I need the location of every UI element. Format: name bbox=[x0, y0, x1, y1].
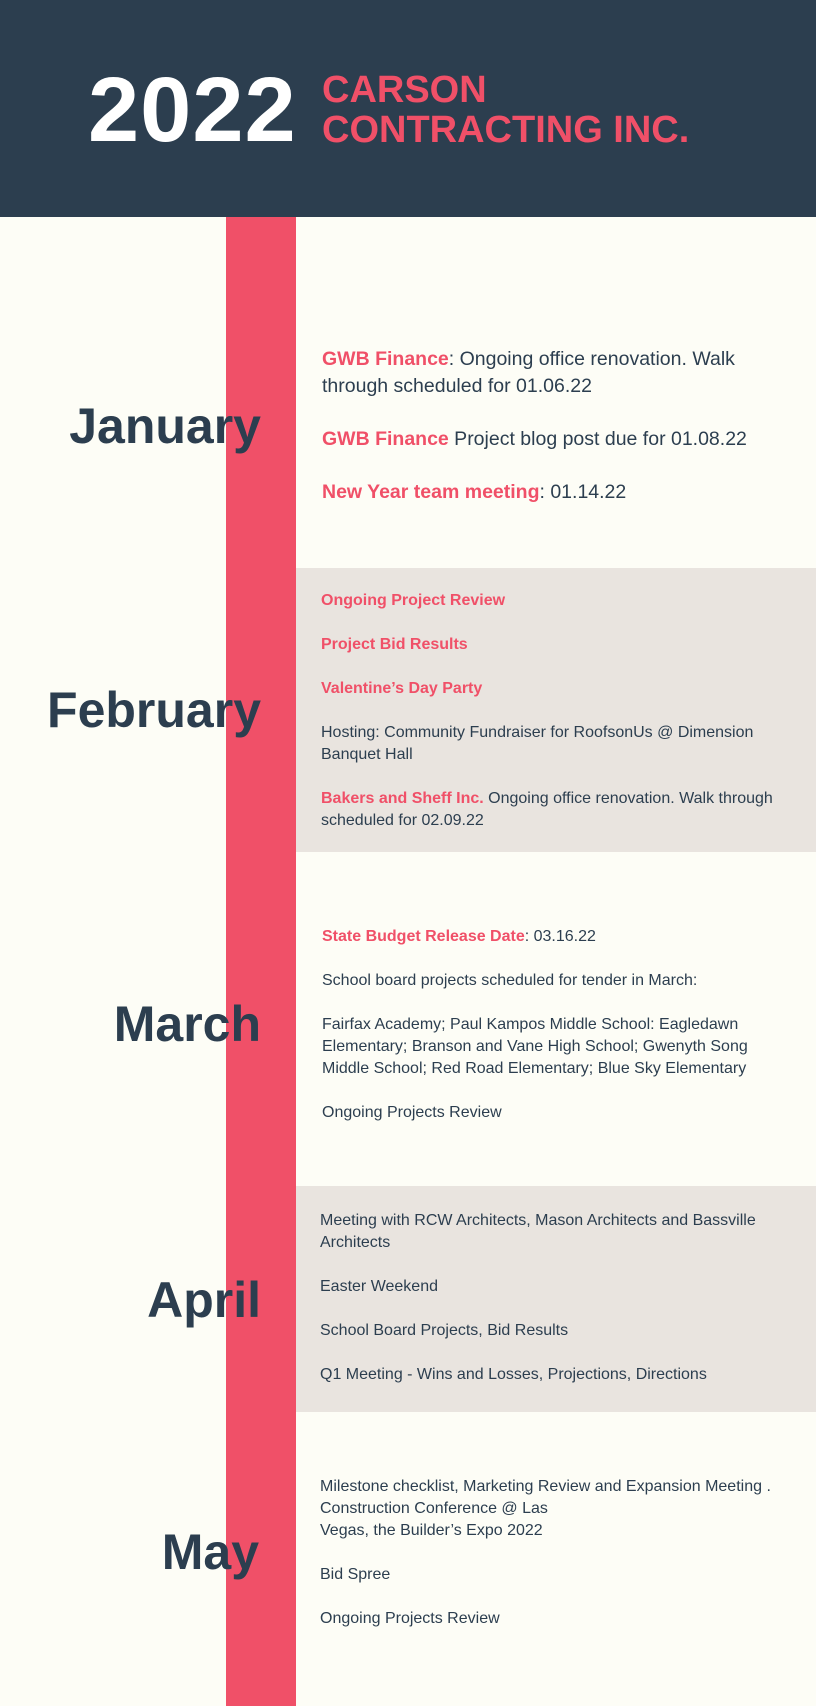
event bbox=[320, 1498, 565, 1542]
month-may: May bbox=[161, 1524, 259, 1580]
event bbox=[320, 1364, 800, 1386]
event-highlight: New Year team meeting bbox=[322, 481, 540, 503]
event-text: : 01.14.22 bbox=[539, 481, 627, 503]
event-text: Hosting: Community Fundraiser for RoofsonUs @ Dimension Banquet Hall bbox=[321, 724, 754, 763]
header-banner bbox=[0, 0, 816, 217]
month-april: April bbox=[147, 1272, 261, 1328]
event-text: School Board Projects, Bid Results bbox=[320, 1322, 569, 1339]
event bbox=[321, 634, 791, 656]
company-name-line-1: CARSON bbox=[322, 69, 487, 111]
event bbox=[322, 1102, 792, 1124]
event bbox=[321, 788, 791, 832]
event bbox=[322, 426, 762, 453]
event bbox=[320, 1210, 800, 1254]
event-highlight: Valentine’s Day Party bbox=[321, 680, 483, 697]
event bbox=[322, 1014, 792, 1080]
event bbox=[320, 1608, 800, 1630]
event bbox=[320, 1276, 800, 1298]
event-text: Bid Spree bbox=[320, 1566, 391, 1583]
april-events bbox=[320, 1210, 800, 1408]
event bbox=[320, 1564, 800, 1586]
event-text: : 03.16.22 bbox=[524, 928, 596, 945]
event-text: Easter Weekend bbox=[320, 1278, 438, 1295]
event-text: Q1 Meeting - Wins and Losses, Projections, Directions bbox=[320, 1366, 707, 1383]
event bbox=[320, 1476, 800, 1498]
event-text: Ongoing Projects Review bbox=[322, 1104, 502, 1121]
company-name bbox=[322, 70, 689, 150]
month-february: February bbox=[47, 682, 261, 738]
event bbox=[321, 590, 791, 612]
event bbox=[322, 970, 792, 992]
february-events bbox=[321, 590, 791, 854]
month-march: March bbox=[113, 996, 261, 1052]
event-text: Ongoing office renovation. Walk through scheduled for 02.09.22 bbox=[321, 790, 773, 829]
event-text: School board projects scheduled for tender in March: bbox=[322, 972, 698, 989]
event-text: Ongoing Projects Review bbox=[320, 1610, 500, 1627]
event-text: : Ongoing office renovation. Walk through scheduled for 01.06.22 bbox=[322, 348, 735, 397]
event-text: Fairfax Academy; Paul Kampos Middle School: Eagledawn Elementary; Branson and Vane High School; Gwenyth Song Middle School; Red Road Elementary; Blue Sky Elementary bbox=[322, 1016, 748, 1077]
company-name-line-2: CONTRACTING INC. bbox=[322, 109, 690, 151]
event bbox=[322, 926, 792, 948]
event bbox=[320, 1320, 800, 1342]
year-title: 2022 bbox=[88, 59, 297, 161]
march-events bbox=[322, 926, 792, 1146]
event-highlight: State Budget Release Date bbox=[322, 928, 525, 945]
event-highlight: Ongoing Project Review bbox=[321, 592, 506, 609]
event-text: Meeting with RCW Architects, Mason Architects and Bassville Architects bbox=[320, 1212, 756, 1251]
event-text: Project blog post due for 01.08.22 bbox=[448, 428, 747, 450]
event-text: Milestone checklist, Marketing Review and Expansion Meeting . bbox=[320, 1478, 771, 1495]
event bbox=[321, 678, 791, 700]
event bbox=[322, 346, 762, 400]
january-events bbox=[322, 346, 762, 532]
event-highlight: Bakers and Sheff Inc. bbox=[321, 790, 484, 807]
event-highlight: Project Bid Results bbox=[321, 636, 468, 653]
may-events bbox=[320, 1476, 800, 1652]
event bbox=[321, 722, 791, 766]
month-january: January bbox=[69, 398, 261, 454]
event-text: Construction Conference @ Las Vegas, the Builder’s Expo 2022 bbox=[320, 1500, 548, 1539]
event-highlight: GWB Finance bbox=[322, 428, 449, 450]
event bbox=[322, 479, 762, 506]
event-highlight: GWB Finance bbox=[322, 348, 449, 370]
